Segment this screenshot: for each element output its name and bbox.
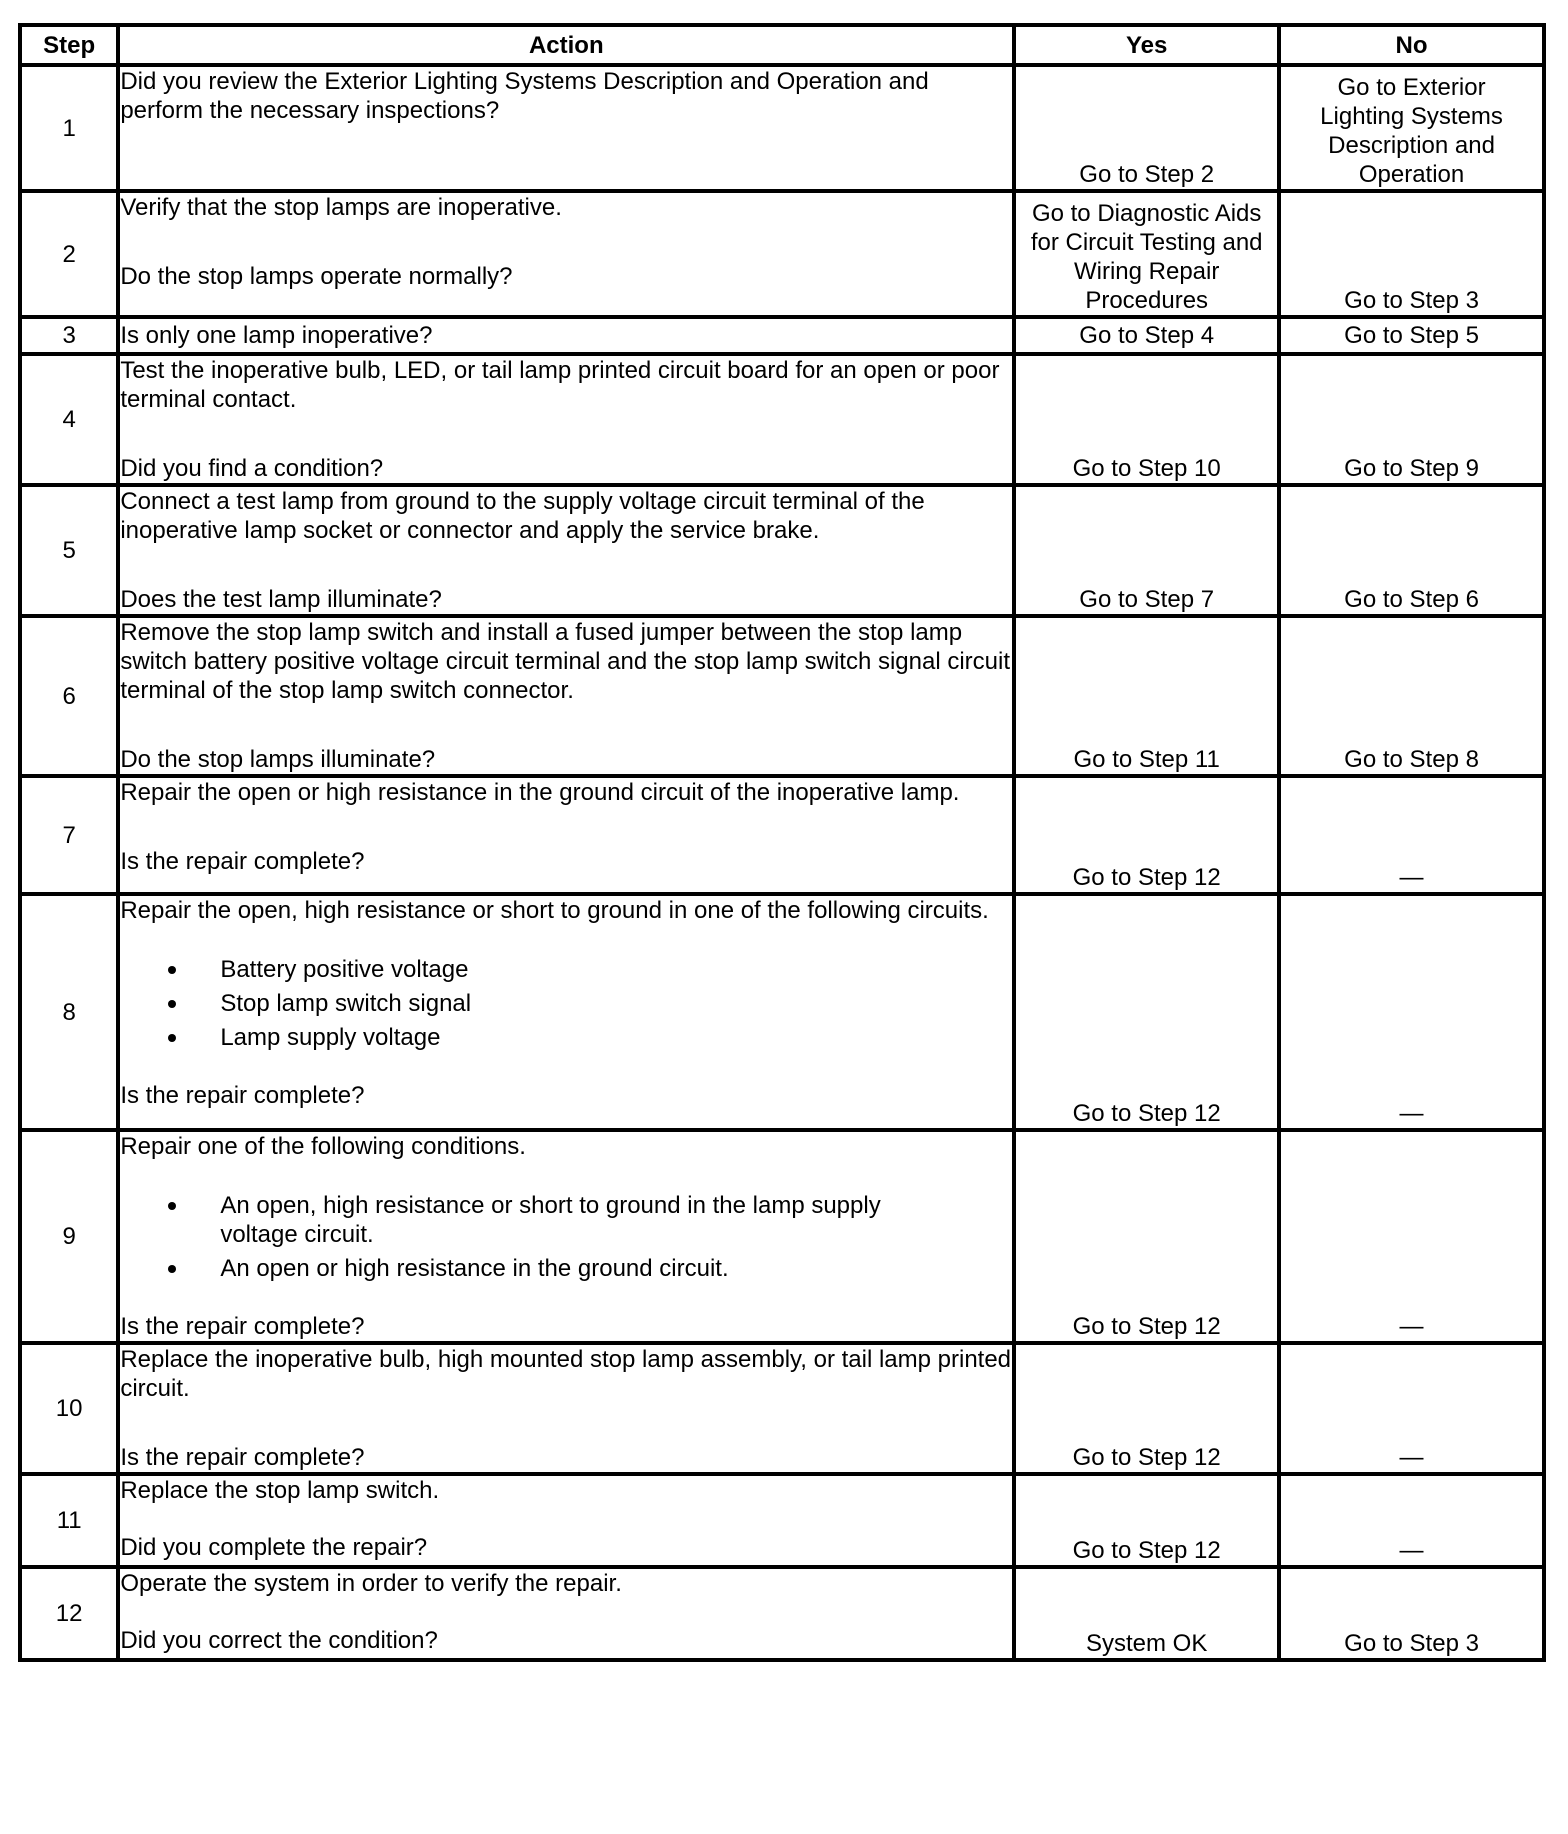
step-number: 11: [20, 1474, 118, 1567]
step-number: 8: [20, 894, 118, 1130]
bullet-icon: [168, 1000, 176, 1008]
action-question: Do the stop lamps illuminate?: [120, 746, 436, 773]
action-text: Repair one of the following conditions.: [120, 1133, 526, 1160]
step-number: 4: [20, 354, 118, 485]
action-cell: [118, 1474, 1014, 1567]
action-text: Repair the open or high resistance in the ground circuit of the inoperative lamp.: [120, 779, 960, 806]
no-cell: —: [1279, 1130, 1544, 1343]
column-header-action: Action: [118, 25, 1014, 65]
no-cell: —: [1279, 776, 1544, 894]
action-cell: [118, 65, 1014, 191]
step-number: 3: [20, 317, 118, 354]
yes-cell: Go to Diagnostic Aids for Circuit Testing and Wiring Repair Procedures: [1014, 191, 1279, 317]
table-row: [20, 616, 1544, 776]
step-number: 2: [20, 191, 118, 317]
action-cell: [118, 776, 1014, 894]
bullet-icon: [168, 1034, 176, 1042]
action-question: Do the stop lamps operate normally?: [120, 263, 513, 290]
step-number: 12: [20, 1567, 118, 1660]
bullet-icon: [168, 1265, 176, 1273]
action-text: Test the inoperative bulb, LED, or tail lamp printed circuit board for an open or poor terminal contact.: [120, 357, 1000, 413]
table-row: [20, 1474, 1544, 1567]
bullet-icon: [168, 966, 176, 974]
no-cell: Go to Exterior Lighting Systems Description and Operation: [1279, 65, 1544, 191]
no-cell: Go to Step 5: [1279, 317, 1544, 354]
no-cell: —: [1279, 1474, 1544, 1567]
step-number: 7: [20, 776, 118, 894]
column-header-yes: Yes: [1014, 25, 1279, 65]
no-cell: Go to Step 9: [1279, 354, 1544, 485]
yes-cell: Go to Step 11: [1014, 616, 1279, 776]
bullet-icon: [168, 1202, 176, 1210]
action-cell: [118, 1567, 1014, 1660]
column-header-step: Step: [20, 25, 118, 65]
table-row: [20, 1130, 1544, 1343]
step-number: 6: [20, 616, 118, 776]
action-text: Remove the stop lamp switch and install a fused jumper between the stop lamp switch battery positive voltage circuit terminal and the stop lamp switch signal circuit terminal of the stop lamp switch connector.: [120, 619, 1011, 704]
action-cell: [118, 485, 1014, 616]
action-question: Does the test lamp illuminate?: [120, 586, 442, 613]
list-item: Battery positive voltage: [220, 955, 1012, 984]
table-header-row: [20, 25, 1544, 65]
action-question: Is the repair complete?: [120, 1444, 365, 1471]
action-question: Is the repair complete?: [120, 1082, 365, 1109]
no-cell: —: [1279, 894, 1544, 1130]
action-cell: [118, 616, 1014, 776]
yes-cell: Go to Step 12: [1014, 1343, 1279, 1474]
yes-cell: Go to Step 12: [1014, 1130, 1279, 1343]
list-item: Lamp supply voltage: [220, 1023, 1012, 1052]
list-item: An open or high resistance in the ground circuit.: [220, 1254, 1012, 1283]
table-row: [20, 354, 1544, 485]
diagnostic-steps-table: [18, 23, 1546, 1662]
yes-cell: Go to Step 12: [1014, 776, 1279, 894]
column-header-no: No: [1279, 25, 1544, 65]
no-cell: Go to Step 6: [1279, 485, 1544, 616]
yes-cell: Go to Step 4: [1014, 317, 1279, 354]
action-text: Operate the system in order to verify the repair.: [120, 1570, 622, 1597]
step-number: 9: [20, 1130, 118, 1343]
action-cell: [118, 317, 1014, 354]
action-question: Did you complete the repair?: [120, 1534, 428, 1561]
action-question: Did you find a condition?: [120, 455, 384, 482]
yes-cell: Go to Step 12: [1014, 1474, 1279, 1567]
table-row: [20, 191, 1544, 317]
yes-cell: Go to Step 2: [1014, 65, 1279, 191]
action-text: Verify that the stop lamps are inoperative.: [120, 194, 562, 221]
step-number: 10: [20, 1343, 118, 1474]
yes-cell: Go to Step 12: [1014, 894, 1279, 1130]
action-question: Is the repair complete?: [120, 1313, 365, 1340]
no-cell: —: [1279, 1343, 1544, 1474]
action-cell: [118, 1343, 1014, 1474]
action-cell: [118, 1130, 1014, 1343]
table-row: [20, 485, 1544, 616]
yes-cell: System OK: [1014, 1567, 1279, 1660]
table-row: [20, 65, 1544, 191]
list-item: An open, high resistance or short to ground in the lamp supply voltage circuit.: [220, 1191, 1012, 1249]
action-question: Is the repair complete?: [120, 848, 365, 875]
action-question: Did you correct the condition?: [120, 1627, 438, 1654]
action-cell: [118, 894, 1014, 1130]
condition-list: [120, 955, 1012, 1052]
table-row: [20, 776, 1544, 894]
table-row: [20, 317, 1544, 354]
step-number: 5: [20, 485, 118, 616]
yes-cell: Go to Step 7: [1014, 485, 1279, 616]
condition-list: [120, 1191, 1012, 1283]
action-question: Is only one lamp inoperative?: [120, 322, 433, 349]
no-cell: Go to Step 3: [1279, 191, 1544, 317]
action-text: Repair the open, high resistance or short to ground in one of the following circuits.: [120, 897, 989, 924]
list-item: Stop lamp switch signal: [220, 989, 1012, 1018]
action-text: Replace the inoperative bulb, high mounted stop lamp assembly, or tail lamp printed circuit.: [120, 1346, 1012, 1402]
step-number: 1: [20, 65, 118, 191]
yes-cell: Go to Step 10: [1014, 354, 1279, 485]
action-cell: [118, 354, 1014, 485]
action-text: Replace the stop lamp switch.: [120, 1477, 440, 1504]
table-row: [20, 1567, 1544, 1660]
action-text: Connect a test lamp from ground to the supply voltage circuit terminal of the inoperative lamp socket or connector and apply the service brake.: [120, 488, 925, 544]
action-cell: [118, 191, 1014, 317]
table-row: [20, 894, 1544, 1130]
action-text: Did you review the Exterior Lighting Systems Description and Operation and perform the necessary inspections?: [120, 68, 929, 124]
no-cell: Go to Step 8: [1279, 616, 1544, 776]
table-row: [20, 1343, 1544, 1474]
no-cell: Go to Step 3: [1279, 1567, 1544, 1660]
